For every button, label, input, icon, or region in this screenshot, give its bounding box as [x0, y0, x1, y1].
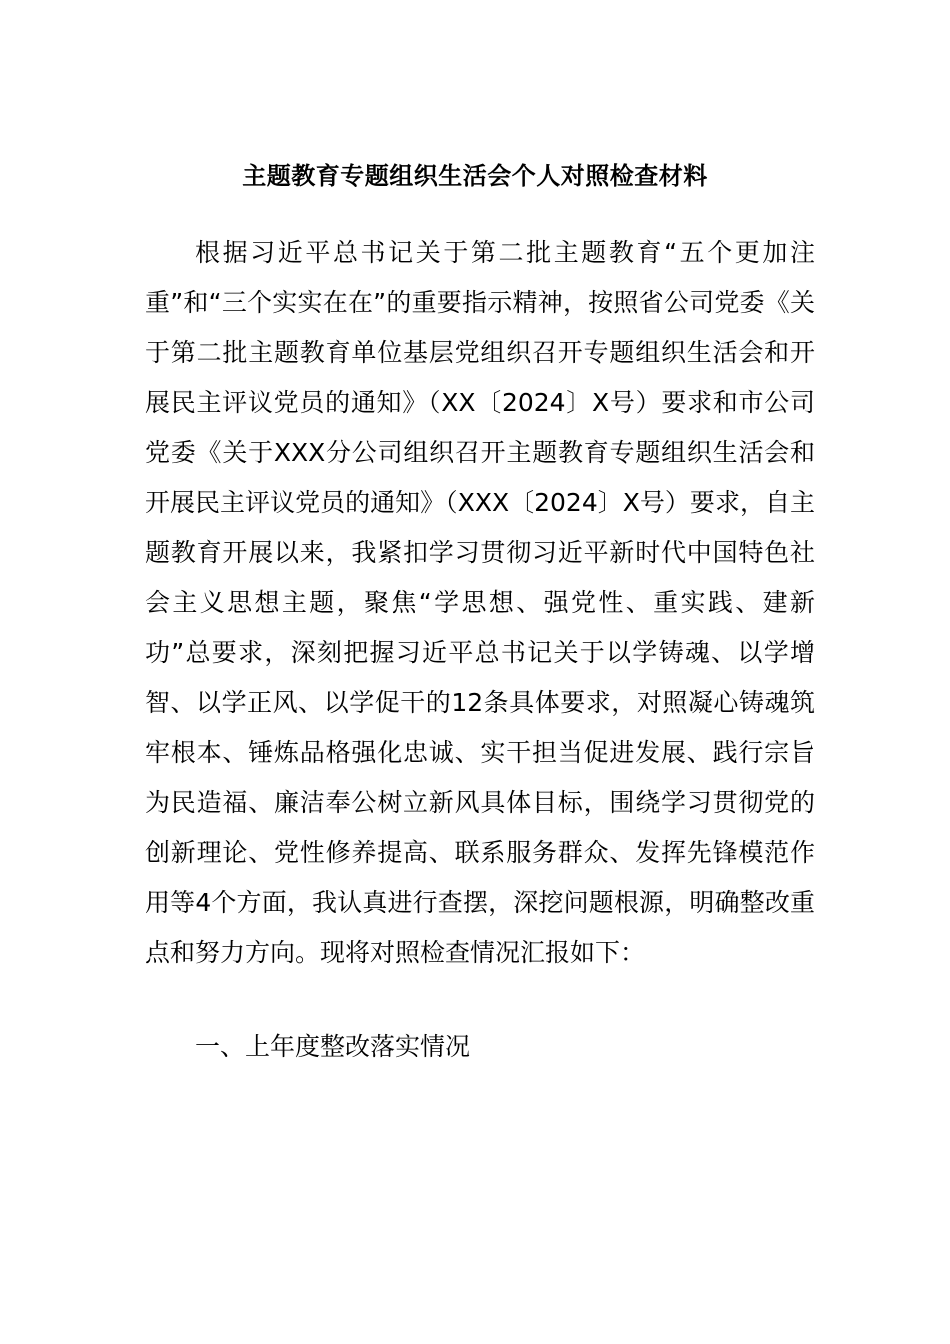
section-heading-1: 一、上年度整改落实情况: [195, 1032, 471, 1061]
document-title: 主题教育专题组织生活会个人对照检查材料: [242, 162, 708, 190]
intro-paragraph: 根据习近平总书记关于第二批主题教育“五个更加注重”和“三个实实在在”的重要指示精神，按照省公司党委《关于第二批主题教育单位基层党组织召开专题组织生活会和开展民主评议党员的通知》（XX〔2024〕X号）要求和市公司党委《关于XXX分公司组织召开主题教育专题组织生活会和开展民主评议党员的通知》（XXX〔2024〕X号）要求，自主题教育开展以来，我紧扣学习贯彻习近平新时代中国特色社会主义思想主题，聚焦“学思想、强党性、重实践、建新功”总要求，深刻把握习近平总书记关于以学铸魂、以学增智、以学正风、以学促干的12条具体要求，对照凝心铸魂筑牢根本、锤炼品格强化忠诚、实干担当促进发展、践行宗旨为民造福、廉洁奉公树立新风具体目标，围绕学习贯彻党的创新理论、党性修养提高、联系服务群众、发挥先锋模范作用等4个方面，我认真进行查摆，深挖问题根源，明确整改重点和努力方向。现将对照检查情况汇报如下：: [145, 238, 815, 967]
